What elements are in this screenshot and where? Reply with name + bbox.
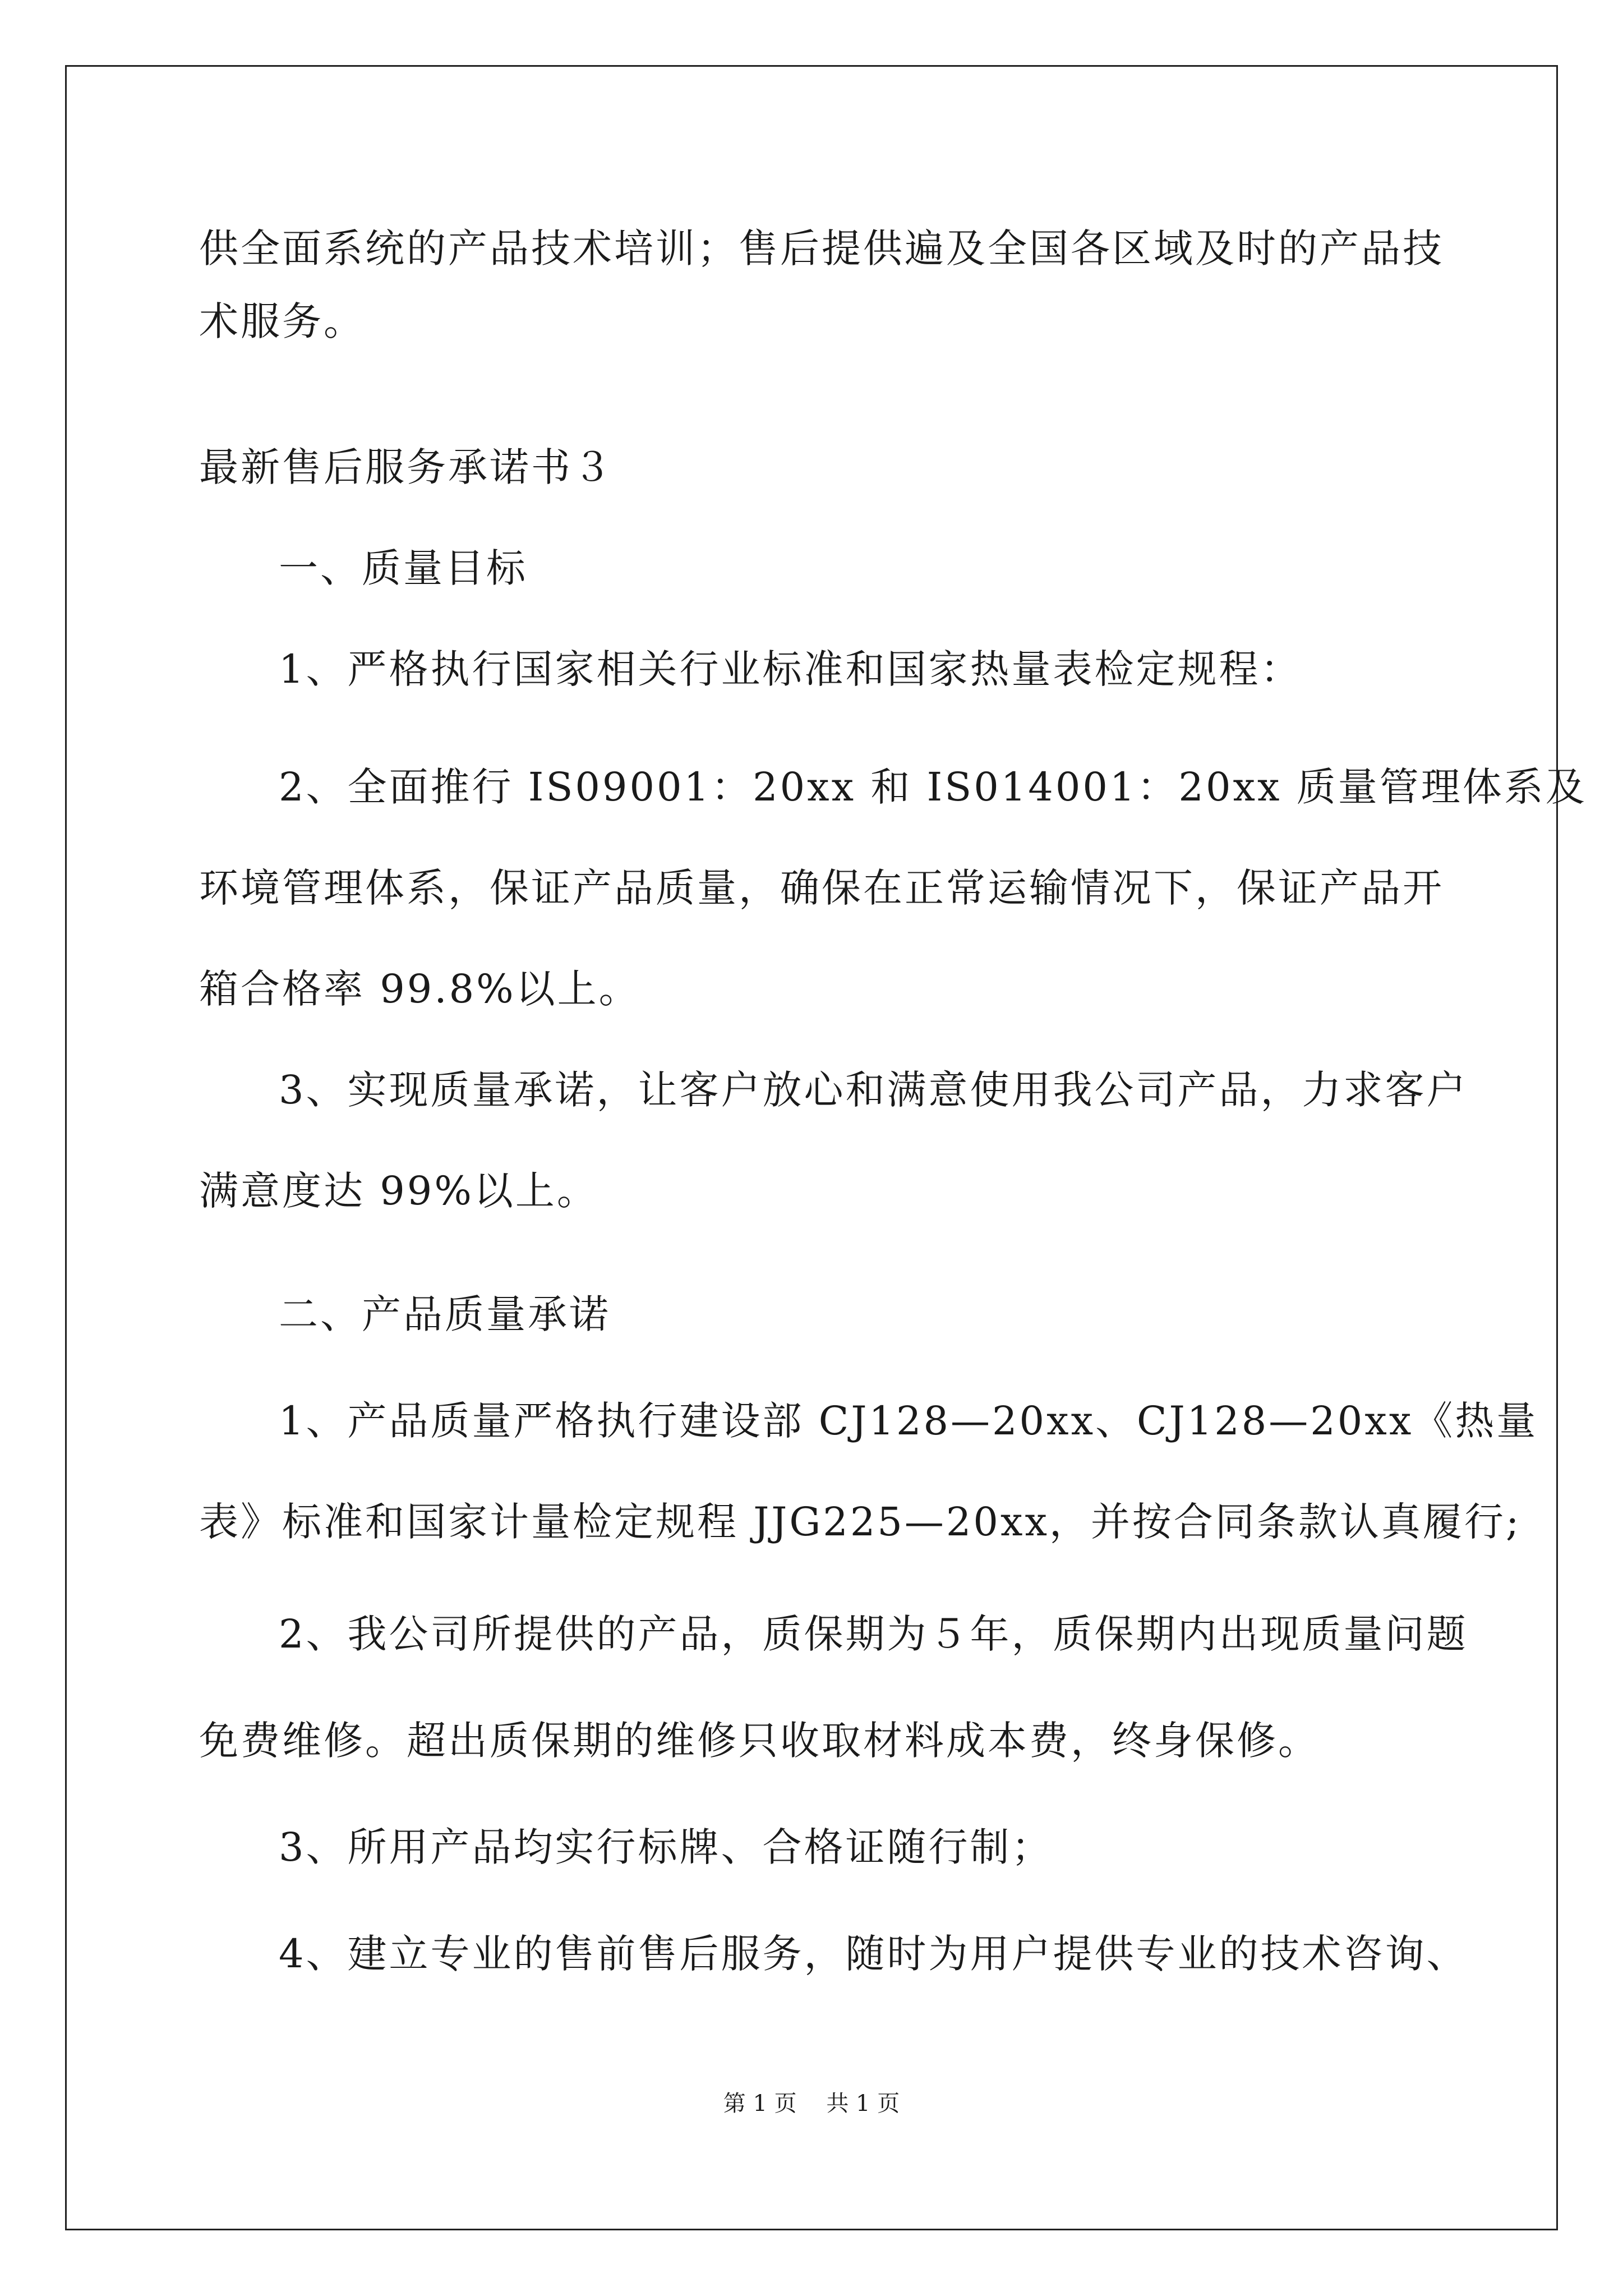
page-frame <box>65 65 1558 2230</box>
paragraph-line: 3、实现质量承诺，让客户放心和满意使用我公司产品，力求客户 <box>279 1067 1468 1113</box>
paragraph-line: 2、我公司所提供的产品，质保期为５年，质保期内出现质量问题 <box>279 1611 1468 1657</box>
paragraph-line: 1、严格执行国家相关行业标准和国家热量表检定规程： <box>279 646 1302 692</box>
subsection-heading: 二、产品质量承诺 <box>279 1291 611 1337</box>
paragraph-line: 满意度达 99%以上。 <box>199 1168 598 1214</box>
paragraph-line: 表》标准和国家计量检定规程 JJG225—20xx，并按合同条款认真履行; <box>199 1499 1521 1545</box>
paragraph-line: 供全面系统的产品技术培训；售后提供遍及全国各区域及时的产品技 <box>199 226 1444 272</box>
paragraph-line: 术服务。 <box>199 298 365 344</box>
paragraph-line: 4、建立专业的售前售后服务，随时为用户提供专业的技术咨询、 <box>279 1931 1468 1977</box>
page-number-footer: 第 1 页 共 1 页 <box>723 2091 900 2116</box>
section-heading: 最新售后服务承诺书３ <box>199 444 614 490</box>
paragraph-line: 3、所用产品均实行标牌、合格证随行制； <box>279 1824 1053 1870</box>
paragraph-line: 1、产品质量严格执行建设部 CJ128—20xx、CJ128—20xx《热量 <box>279 1398 1538 1444</box>
paragraph-line: 2、全面推行 IS09001：20xx 和 IS014001：20xx 质量管理体系及 <box>279 764 1587 810</box>
paragraph-line: 免费维修。超出质保期的维修只收取材料成本费，终身保修。 <box>199 1718 1320 1764</box>
paragraph-line: 箱合格率 99.8%以上。 <box>199 966 640 1012</box>
paragraph-line: 环境管理体系，保证产品质量，确保在正常运输情况下，保证产品开 <box>199 865 1444 911</box>
subsection-heading: 一、质量目标 <box>279 545 528 591</box>
